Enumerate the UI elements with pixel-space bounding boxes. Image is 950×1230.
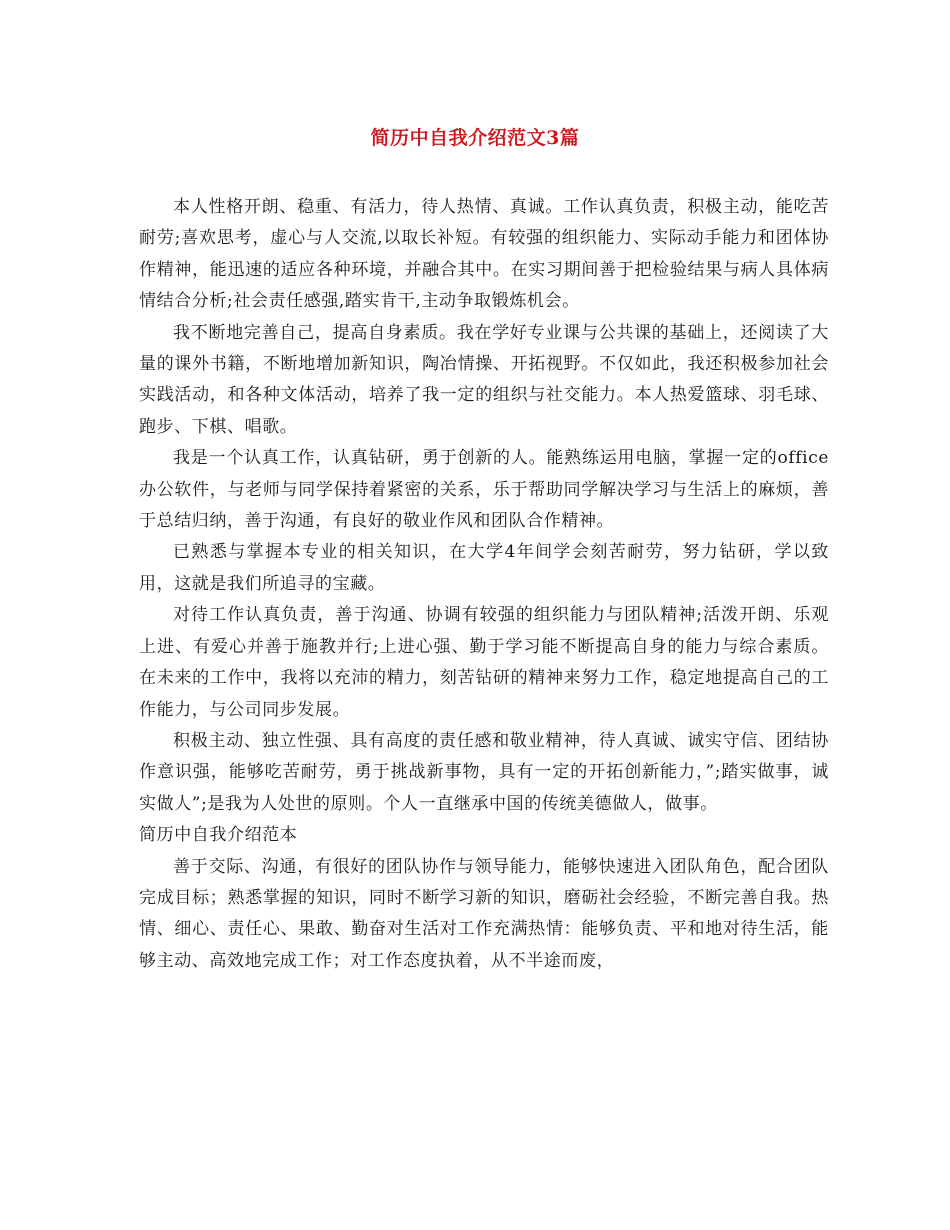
paragraph-professional-knowledge: 已熟悉与掌握本专业的相关知识，在大学4年间学会刻苦耐劳，努力钻研，学以致用，这就是我们所追寻的宝藏。 <box>139 542 829 594</box>
paragraph-teamwork: 善于交际、沟通，有很好的团队协作与领导能力，能够快速进入团队角色，配合团队完成目标；熟悉掌握的知识，同时不断学习新的知识，磨砺社会经验，不断完善自我。热情、细心、责任心、果敢、勤奋对生活对工作充满热情：能够负责、平和地对待生活，能够主动、高效地完成工作；对工作态度执着，从不半途而废， <box>139 856 829 971</box>
section-subheading: 简历中自我介绍范本 <box>139 825 298 846</box>
document-body <box>139 192 829 977</box>
paragraph-responsibility: 对待工作认真负责，善于沟通、协调有较强的组织能力与团队精神;活泼开朗、乐观上进、有爱心并善于施教并行;上进心强、勤于学习能不断提高自身的能力与综合素质。在未来的工作中，我将以充沛的精力，刻苦钻研的精神来努力工作，稳定地提高自己的工作能力，与公司同步发展。 <box>139 605 829 720</box>
paragraph-personality: 本人性格开朗、稳重、有活力，待人热情、真诚。工作认真负责，积极主动，能吃苦耐劳;喜欢思考，虚心与人交流,以取长补短。有较强的组织能力、实际动手能力和团体协作精神，能迅速的适应各种环境，并融合其中。在实习期间善于把检验结果与病人具体病情结合分析;社会责任感强,踏实肯干,主动争取锻炼机会。 <box>139 197 829 312</box>
paragraph-principles: 积极主动、独立性强、具有高度的责任感和敬业精神，待人真诚、诚实守信、团结协作意识强，能够吃苦耐劳，勇于挑战新事物，具有一定的开拓创新能力，”;踏实做事，诚实做人”;是我为人处世的原则。个人一直继承中国的传统美德做人，做事。 <box>139 730 829 814</box>
paragraph-work-attitude: 我是一个认真工作，认真钻研，勇于创新的人。能熟练运用电脑，掌握一定的office办公软件，与老师与同学保持着紧密的关系，乐于帮助同学解决学习与生活上的麻烦，善于总结归纳，善于沟通，有良好的敬业作风和团队合作精神。 <box>139 448 829 532</box>
document-title: 简历中自我介绍范文3篇 <box>370 127 580 149</box>
paragraph-self-improvement: 我不断地完善自己，提高自身素质。我在学好专业课与公共课的基础上，还阅读了大量的课外书籍，不断地增加新知识，陶冶情操、开拓视野。不仅如此，我还积极参加社会实践活动，和各种文体活动，培养了我一定的组织与社交能力。本人热爱篮球、羽毛球、跑步、下棋、唱歌。 <box>139 322 829 437</box>
